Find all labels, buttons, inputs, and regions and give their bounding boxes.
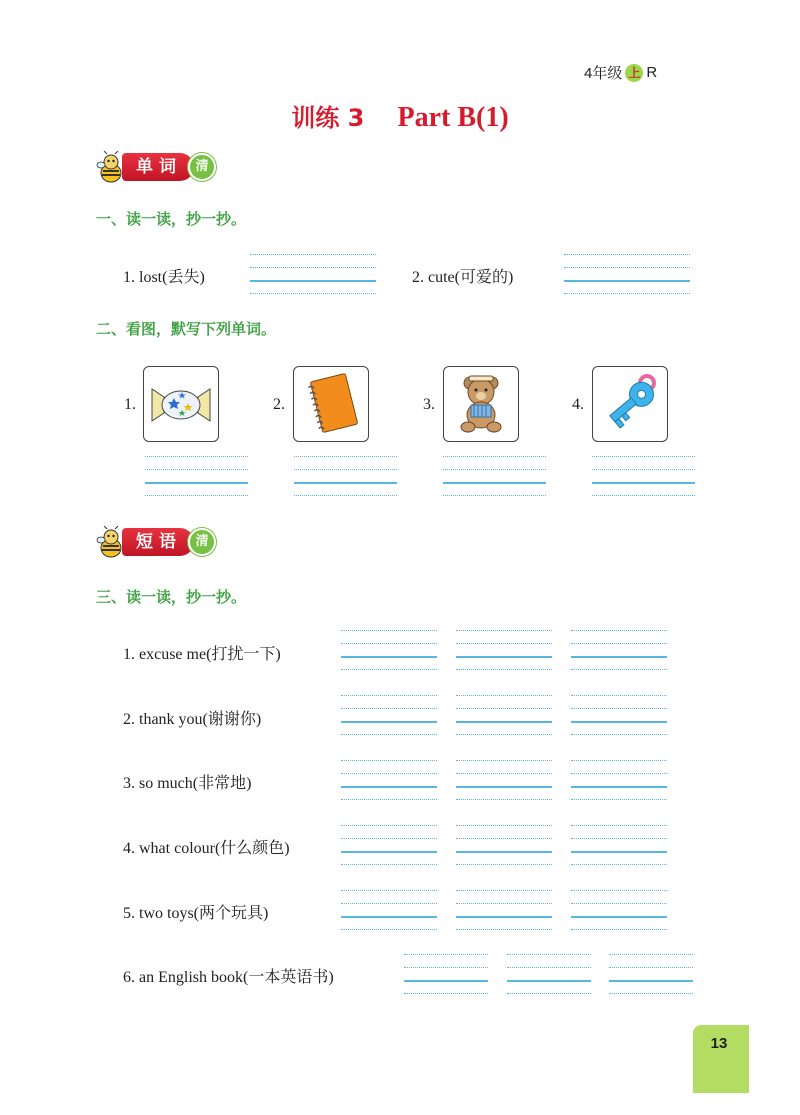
q3-writing-lines[interactable] xyxy=(341,695,437,735)
q2-number-3: 3. xyxy=(423,396,435,413)
q3-writing-lines[interactable] xyxy=(571,890,667,930)
grade-label xyxy=(584,62,657,83)
q2-writing-lines-2[interactable] xyxy=(294,456,397,496)
q2-writing-lines-4[interactable] xyxy=(592,456,695,496)
q2-picture-3 xyxy=(443,366,519,442)
q2-number-1: 1. xyxy=(124,396,136,413)
q2-picture-1 xyxy=(143,366,219,442)
q3-writing-lines[interactable] xyxy=(456,760,552,800)
q1-writing-lines-2[interactable] xyxy=(564,254,690,294)
words-section-badge xyxy=(96,150,216,184)
page-number: 13 xyxy=(710,1035,728,1052)
q2-number-2: 2. xyxy=(273,396,285,413)
q3-writing-lines[interactable] xyxy=(341,825,437,865)
q1-writing-lines-1[interactable] xyxy=(250,254,376,294)
q3-writing-lines[interactable] xyxy=(609,954,693,994)
words-badge-label: 单词 xyxy=(122,153,194,181)
page-number-tab xyxy=(693,1025,749,1093)
bee-mascot-icon xyxy=(96,151,126,183)
grade-suffix: R xyxy=(646,64,658,81)
q3-writing-lines[interactable] xyxy=(571,760,667,800)
q2-writing-lines-3[interactable] xyxy=(443,456,546,496)
q3-writing-lines[interactable] xyxy=(456,630,552,670)
notebook-icon xyxy=(294,367,368,441)
q3-writing-lines[interactable] xyxy=(456,890,552,930)
q3-writing-lines[interactable] xyxy=(571,695,667,735)
candy-icon xyxy=(144,367,218,441)
phrases-badge-mark: 清 xyxy=(188,528,216,556)
q3-item-5: 5. two toys(两个玩具) xyxy=(123,905,269,922)
q3-writing-lines[interactable] xyxy=(456,825,552,865)
q3-writing-lines[interactable] xyxy=(456,695,552,735)
q1-heading: 一、读一读，抄一抄。 xyxy=(96,210,247,228)
grade-prefix: 4年级 xyxy=(584,65,623,82)
part-title: Part B(1) xyxy=(397,102,509,133)
q2-picture-4 xyxy=(592,366,668,442)
phrases-badge-label: 短语 xyxy=(122,528,194,556)
q3-writing-lines[interactable] xyxy=(507,954,591,994)
q2-picture-2 xyxy=(293,366,369,442)
q3-item-3: 3. so much(非常地) xyxy=(123,775,252,792)
q1-item-1: 1. lost(丢失) xyxy=(123,269,205,286)
q3-item-6: 6. an English book(一本英语书) xyxy=(123,969,334,986)
teddy-bear-icon xyxy=(444,367,518,441)
q3-item-2: 2. thank you(谢谢你) xyxy=(123,711,262,728)
page-title xyxy=(0,98,800,134)
q2-number-4: 4. xyxy=(572,396,584,413)
q3-writing-lines[interactable] xyxy=(571,825,667,865)
q2-heading: 二、看图，默写下列单词。 xyxy=(96,320,277,338)
q3-writing-lines[interactable] xyxy=(341,760,437,800)
bee-mascot-icon xyxy=(96,526,126,558)
phrases-section-badge xyxy=(96,525,216,559)
q3-writing-lines[interactable] xyxy=(341,890,437,930)
words-badge-mark: 清 xyxy=(188,153,216,181)
q3-heading: 三、读一读，抄一抄。 xyxy=(96,588,247,606)
grade-term-mark: 上 xyxy=(625,64,643,82)
q3-item-1: 1. excuse me(打扰一下) xyxy=(123,646,281,663)
q3-item-4: 4. what colour(什么颜色) xyxy=(123,840,290,857)
key-icon xyxy=(593,367,667,441)
q2-writing-lines-1[interactable] xyxy=(145,456,248,496)
lesson-title: 训练 3 xyxy=(291,104,365,132)
q3-writing-lines[interactable] xyxy=(404,954,488,994)
q3-writing-lines[interactable] xyxy=(571,630,667,670)
q3-writing-lines[interactable] xyxy=(341,630,437,670)
q1-item-2: 2. cute(可爱的) xyxy=(412,269,514,286)
